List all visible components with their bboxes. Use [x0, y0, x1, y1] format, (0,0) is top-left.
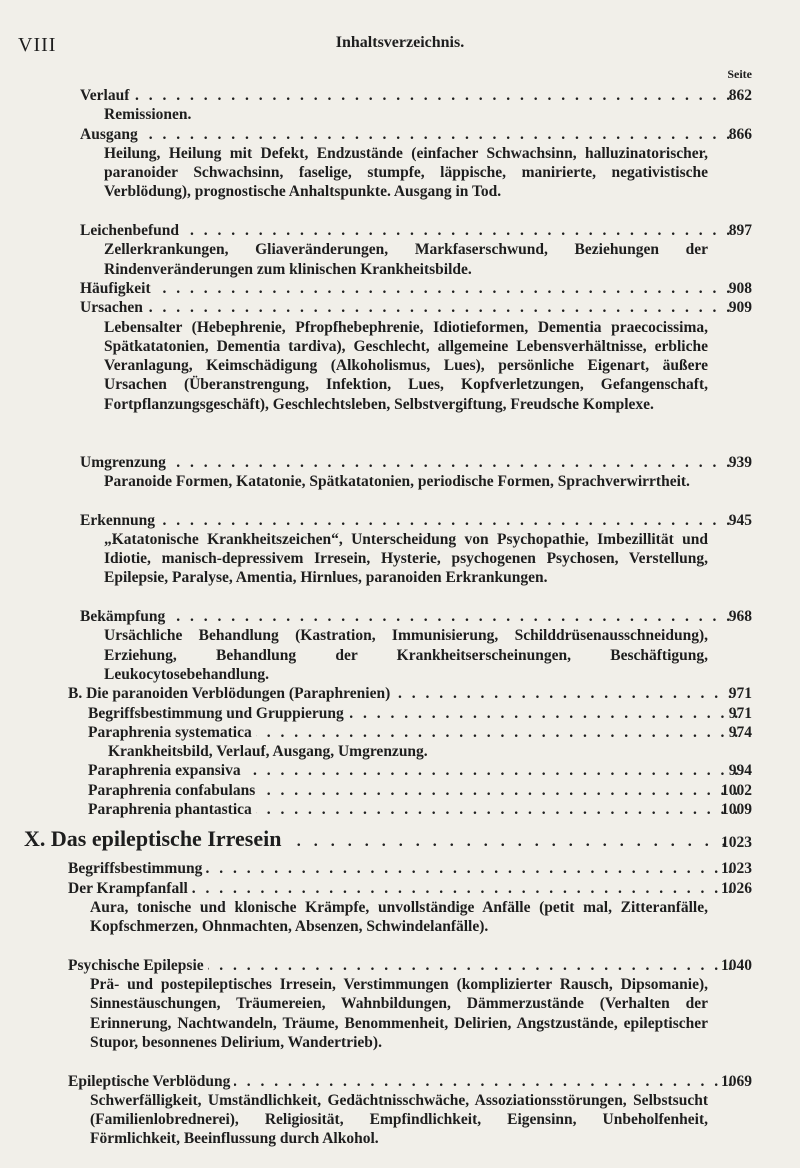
toc-entry-page: 909: [728, 299, 752, 317]
toc-entry-leader: [68, 879, 738, 898]
toc-entry-leader: [80, 453, 738, 472]
toc-entry-page: 939: [728, 453, 752, 471]
toc-entry: [0, 607, 800, 626]
chapter-heading: [0, 819, 800, 859]
toc-entry-title: Ursachen: [80, 299, 147, 316]
toc-entry-description: Remissionen.: [104, 106, 192, 124]
toc-entry-title: Bekämpfung: [80, 608, 169, 625]
running-title: Inhaltsverzeichnis.: [335, 34, 465, 51]
section-b-entry-page: 971: [728, 704, 752, 722]
toc-entry-page: 1069: [721, 1072, 752, 1090]
chapter-title: X. Das epileptische Irresein: [24, 826, 285, 851]
chapter-page: 1023: [721, 834, 752, 852]
toc-entry-description: Zellerkrankungen, Gliaveränderungen, Markfaserschwund, Beziehungen der Rindenveränderungen zum klinischen Krankheitsbilde.: [104, 241, 708, 278]
section-b-entry-page: 1009: [721, 801, 752, 818]
section-b-entry-leader: [88, 723, 738, 742]
toc-entry-page: 945: [728, 511, 752, 529]
section-b-heading-leader: [68, 684, 738, 703]
toc-entry-description: Aura, tonische und klonische Krämpfe, unvollständige Anfälle (petit mal, Zitteranfälle, Kopfschmerzen, Ohnmachten, Absenzen, Schwindelanfälle).: [90, 898, 708, 936]
toc-entry-page: 897: [728, 222, 752, 240]
page-number: VIII: [18, 34, 57, 56]
toc-entry-leader: [80, 298, 738, 317]
section-b-entry-leader: [88, 800, 738, 819]
toc-entry-page: 866: [728, 125, 752, 143]
toc-entry: [0, 1072, 800, 1091]
toc-entry-description: Ursächliche Behandlung (Kastration, Immunisierung, Schilddrüsenausschneidung), Erziehung, Behandlung der Krankheitserscheinungen, Beschäftigung, Leukocytosebehandlung.: [104, 627, 708, 683]
toc-entry-page: 968: [728, 608, 752, 626]
toc-entry-leader: [80, 221, 738, 240]
toc-entry-page: 908: [728, 279, 752, 297]
section-b-entry-page: 1002: [721, 781, 752, 799]
toc-list: [0, 86, 800, 1168]
section-b-entry-leader: [88, 761, 738, 780]
toc-entry: [0, 279, 800, 298]
section-b-entry: [0, 723, 800, 742]
toc-entry: [0, 859, 800, 878]
section-b-entry-title: Paraphrenia systematica: [88, 724, 256, 741]
section-b-entry-title: Paraphrenia expansiva: [88, 762, 245, 779]
toc-entry-description: „Katatonische Krankheitszeichen“, Unterscheidung von Psychopathie, Imbezillität und Idiotie, manisch-depressivem Irresein, Hysterie, psychogenen Psychosen, Verstellung, Epilepsie, Paralyse, Amentia, Hirnlues, paranoiden Erkrankungen.: [104, 530, 708, 587]
toc-entry-leader: [68, 859, 738, 878]
toc-entry: [0, 453, 800, 472]
toc-entry-title: Leichenbefund: [80, 222, 183, 239]
section-b-entry: [0, 704, 800, 723]
toc-entry-leader: [80, 86, 738, 105]
section-b-entry-page: 974: [728, 723, 752, 741]
toc-entry-description: Prä- und postepileptisches Irresein, Verstimmungen (komplizierter Rausch, Dipsomanie), Sinnestäuschungen, Träumereien, Wahnbildungen, Dämmerzustände (Verhalten der Erinnerung, Nachtwandeln, Träume, Benommenheit, Delirien, Angstzustände, epileptischer Stupor, besonnenes Delirium, Wandertrieb).: [90, 976, 708, 1051]
toc-entry-leader: [80, 125, 738, 144]
toc-entry: [0, 125, 800, 144]
toc-entry-leader: [68, 1072, 738, 1091]
chapter-heading-leader: [24, 819, 738, 859]
toc-entry-description: Schwerfälligkeit, Umständlichkeit, Gedächtnisschwäche, Assoziationsstörungen, Selbstsucht (Familienlobrednerei), Religiosität, Empfindlichkeit, Eigensinn, Unbeholfenheit, Förmlichkeit, Beeinflussung durch Alkohol.: [90, 1091, 708, 1148]
toc-entry-page: 1040: [721, 956, 752, 974]
toc-entry-title: Psychische Epilepsie: [68, 957, 208, 974]
section-b-entry: [0, 761, 800, 780]
section-b-entry-title: Paraphrenia phantastica: [88, 801, 256, 818]
section-b-entry-title: Paraphrenia confabulans: [88, 782, 259, 799]
toc-entry-title: Begriffsbestimmung: [68, 860, 206, 877]
section-b-entry: [0, 800, 800, 819]
section-b-heading-page: 971: [728, 685, 752, 703]
toc-entry-description: Lebensalter (Hebephrenie, Pfropfhebephrenie, Idiotieformen, Dementia praecocissima, Spätkatatonien, Dementia tardiva), Geschlecht, allgemeine Lebensverhältnisse, erbliche Veranlagung, Keimschädigung (Alkoholismus, Lues), persönliche Eigenart, äußere Ursachen (Überanstrengung, Infektion, Lues, Kopfverletzungen, Gefangenschaft, Fortpflanzungsgeschäft), Geschlechtsleben, Selbstvergiftung, Freudsche Komplexe.: [104, 318, 708, 413]
toc-entry: [0, 298, 800, 317]
toc-entry-description: Heilung, Heilung mit Defekt, Endzustände (einfacher Schwachsinn, halluzinatorischer, paranoider Schwachsinn, faselige, stumpfe, läppische, manirierte, negativistische Verblödung), prognostische Anhaltspunkte. Ausgang in Tod.: [104, 144, 708, 201]
toc-entry: [0, 879, 800, 898]
toc-entry: [0, 956, 800, 975]
seite-label: Seite: [727, 67, 752, 81]
section-b-entry-page: 994: [728, 762, 752, 780]
section-b-entry-leader: [88, 704, 738, 723]
toc-entry-title: Ausgang: [80, 126, 142, 143]
toc-entry-title: Häufigkeit: [80, 280, 155, 297]
toc-entry-leader: [80, 279, 738, 298]
toc-entry-title: Verlauf: [80, 87, 133, 104]
toc-entry-description: Paranoide Formen, Katatonie, Spätkatatonien, periodische Formen, Sprachverwirrtheit.: [104, 472, 690, 490]
toc-entry-title: Epileptische Verblödung: [68, 1073, 234, 1090]
toc-entry: [0, 86, 800, 105]
toc-entry: [0, 221, 800, 240]
section-b-entry-description: Krankheitsbild, Verlauf, Ausgang, Umgrenzung.: [108, 743, 428, 761]
section-b-heading-title: B. Die paranoiden Verblödungen (Paraphrenien): [68, 685, 394, 702]
toc-entry: [0, 511, 800, 530]
section-b-entry-leader: [88, 781, 738, 800]
toc-entry-title: Umgrenzung: [80, 454, 170, 471]
toc-entry-title: Erkennung: [80, 512, 159, 529]
section-b-entry-title: Begriffsbestimmung und Gruppierung: [88, 705, 348, 722]
section-b-heading: [0, 684, 800, 703]
section-b-entry: [0, 781, 800, 800]
toc-entry-page: 1026: [721, 879, 752, 897]
toc-entry-leader: [80, 607, 738, 626]
toc-entry-title: Der Krampfanfall: [68, 880, 192, 897]
toc-entry-leader: [68, 956, 738, 975]
toc-entry-leader: [80, 511, 738, 530]
toc-entry-page: 1023: [721, 860, 752, 878]
toc-entry-page: 862: [728, 87, 752, 104]
